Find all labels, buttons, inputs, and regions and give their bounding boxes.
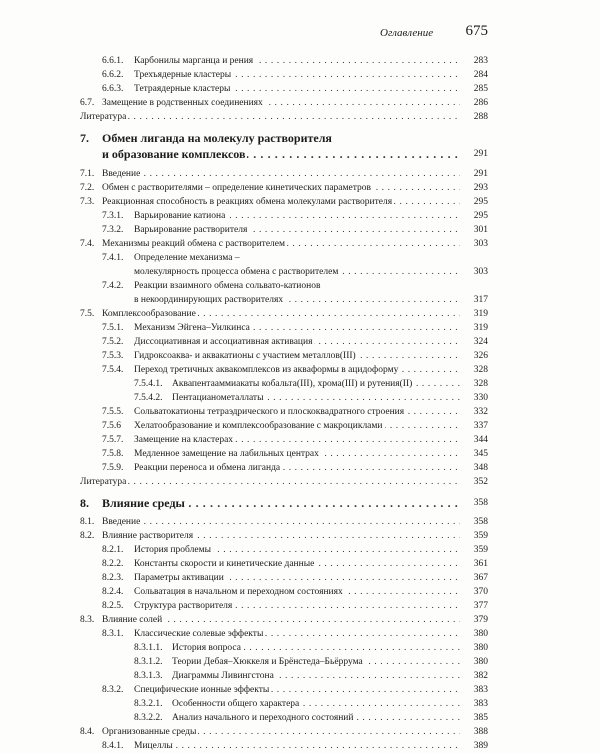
- toc-entry[interactable]: [80, 515, 488, 529]
- toc-entry[interactable]: [80, 321, 488, 335]
- toc-entry[interactable]: [80, 641, 488, 655]
- entry-title: Специфические ионные эффекты: [134, 685, 270, 695]
- toc-entry[interactable]: [80, 543, 488, 557]
- entry-title: Классические солевые эффекты: [134, 629, 264, 639]
- entry-title: Влияние солей: [102, 615, 163, 625]
- chapter-title: Влияние среды: [102, 496, 185, 510]
- chapter-number: 7.: [80, 131, 89, 145]
- toc-entry[interactable]: [80, 68, 488, 82]
- toc-entry[interactable]: [80, 237, 488, 251]
- toc-entry[interactable]: [80, 377, 488, 391]
- entry-title: Реакции взаимного обмена сольвато-катионов: [134, 281, 321, 291]
- entry-page: 328: [473, 365, 488, 375]
- entry-number: 8.2.4.: [102, 587, 124, 597]
- toc-entry-cont[interactable]: [80, 265, 488, 279]
- entry-number: 6.7.: [80, 98, 95, 108]
- toc-entry[interactable]: [80, 335, 488, 349]
- toc-entry[interactable]: [80, 279, 488, 293]
- entry-number: 7.5.4.1.: [134, 379, 163, 389]
- entry-page: 284: [473, 70, 488, 80]
- entry-number: 7.3.2.: [102, 225, 124, 235]
- entry-title: Аквапентааммиакаты кобальта(III), хрома(III) и рутения(II): [172, 379, 413, 389]
- entry-page: 288: [473, 112, 488, 122]
- entry-title: Переход третичных аквакомплексов из аквaформы в ацидоформу: [134, 365, 399, 375]
- entry-title: Диссоциативная и ассоциативная активация: [134, 337, 313, 347]
- entry-page: 380: [473, 643, 488, 653]
- entry-title: Сольватация в начальном и переходном состояниях: [134, 587, 343, 597]
- entry-title: Хелатообразование и комплексообразование с макроциклами: [134, 421, 383, 431]
- entry-number: 8.2.: [80, 531, 95, 541]
- entry-page: 345: [473, 449, 488, 459]
- entry-page: 285: [473, 84, 488, 94]
- toc-entry[interactable]: [80, 669, 488, 683]
- entry-page: 348: [473, 463, 488, 473]
- entry-title: Литература: [80, 112, 127, 122]
- entry-title: Организованные среды: [102, 727, 197, 737]
- toc-entry[interactable]: [80, 613, 488, 627]
- entry-title: Реакции переноса и обмена лиганда: [134, 463, 281, 473]
- entry-page: 379: [473, 615, 488, 625]
- toc-entry[interactable]: [80, 110, 488, 124]
- entry-title: Обмен с растворителями – определение кинетических параметров: [102, 183, 371, 193]
- entry-number: 8.3.2.1.: [134, 699, 163, 709]
- toc-entry[interactable]: [80, 181, 488, 195]
- entry-title: Особенности общего характера: [172, 699, 300, 709]
- entry-page: 303: [473, 239, 488, 249]
- entry-page: 303: [473, 267, 488, 277]
- entry-page: 295: [473, 211, 488, 221]
- toc-entry[interactable]: [80, 391, 488, 405]
- entry-page: 326: [473, 351, 488, 361]
- entry-number: 7.5.4.: [102, 365, 124, 375]
- entry-title: Структура растворителя: [134, 601, 233, 611]
- toc-entry[interactable]: [80, 683, 488, 697]
- entry-number: 6.6.2.: [102, 70, 124, 80]
- entry-number: 7.1.: [80, 169, 95, 179]
- entry-page: 330: [473, 393, 488, 403]
- toc-entry[interactable]: [80, 167, 488, 181]
- entry-page: 324: [473, 337, 488, 347]
- toc-entry[interactable]: [80, 447, 488, 461]
- entry-number: 8.3.1.3.: [134, 671, 163, 681]
- toc-entry[interactable]: [80, 54, 488, 68]
- entry-number: 7.5.8.: [102, 449, 124, 459]
- toc-entry[interactable]: [80, 209, 488, 223]
- entry-title: Гидроксоаква- и аквакатионы с участием металлов(III): [134, 351, 356, 361]
- entry-title: Механизм Эйгена–Уилкинса: [134, 323, 250, 333]
- entry-title: История вопроса: [172, 643, 241, 653]
- toc-entry[interactable]: [80, 349, 488, 363]
- entry-page: 383: [473, 699, 488, 709]
- chapter-number: 8.: [80, 496, 89, 510]
- entry-number: 8.2.1.: [102, 545, 124, 555]
- chapter-title: Обмен лиганда на молекулу растворителя: [102, 131, 332, 145]
- entry-number: 7.4.: [80, 239, 95, 249]
- entry-page: 383: [473, 685, 488, 695]
- entry-number: 8.3.2.2.: [134, 713, 163, 723]
- entry-title: Карбонилы марганца и рения: [134, 56, 254, 66]
- entry-page: 370: [473, 587, 488, 597]
- entry-number: 8.1.: [80, 517, 95, 527]
- entry-number: 8.4.1.: [102, 741, 124, 751]
- entry-page: 295: [473, 197, 488, 207]
- entry-page: 358: [473, 498, 488, 508]
- chapter-title-line2: и образование комплексов: [102, 147, 246, 161]
- toc-entry[interactable]: [80, 223, 488, 237]
- toc-entry[interactable]: [80, 475, 488, 489]
- toc-entry[interactable]: [80, 739, 488, 753]
- toc-entry[interactable]: [80, 96, 488, 110]
- entry-number: 7.2.: [80, 183, 95, 193]
- entry-title: Теории Дебая–Хюккеля и Брёнстеда–Бьёррума: [172, 657, 363, 667]
- entry-title: История проблемы: [134, 545, 211, 555]
- entry-title: Сольватокатионы тетраэдрического и плоскоквадратного строения: [134, 407, 405, 417]
- entry-title: Замещение в родственных соединениях: [102, 98, 263, 108]
- entry-number: 8.2.5.: [102, 601, 124, 611]
- entry-page: 291: [473, 169, 488, 179]
- entry-number: 7.5.1.: [102, 323, 124, 333]
- entry-page: 388: [473, 727, 488, 737]
- entry-number: 8.3.: [80, 615, 95, 625]
- entry-number: 7.3.: [80, 197, 95, 207]
- toc-entry[interactable]: [80, 307, 488, 321]
- entry-title: Литература: [80, 477, 127, 487]
- chapter-heading-cont[interactable]: [80, 146, 488, 162]
- entry-number: 7.5.9.: [102, 463, 124, 473]
- entry-page: 359: [473, 545, 488, 555]
- toc-entry[interactable]: [80, 697, 488, 711]
- page-number: 675: [465, 23, 488, 39]
- toc-entry[interactable]: [80, 195, 488, 209]
- toc-entry[interactable]: [80, 82, 488, 96]
- entry-page: 361: [473, 559, 488, 569]
- entry-page: 367: [473, 573, 488, 583]
- entry-page: 380: [473, 629, 488, 639]
- toc-entry[interactable]: [80, 627, 488, 641]
- chapter-heading[interactable]: [80, 495, 488, 511]
- entry-number: 6.6.3.: [102, 84, 124, 94]
- entry-title: Трехъядерные кластеры: [134, 70, 232, 80]
- toc-entry[interactable]: [80, 571, 488, 585]
- entry-number: 8.2.3.: [102, 573, 124, 583]
- entry-title: Пентацианометаллаты: [172, 393, 264, 403]
- entry-title-line2: молекулярность процесса обмена с растворителем: [134, 267, 339, 277]
- toc-entry[interactable]: [80, 725, 488, 739]
- entry-title: Параметры активации: [134, 573, 224, 583]
- entry-page: 385: [473, 713, 488, 723]
- running-header-title: Оглавление: [380, 27, 434, 39]
- entry-title: Тетраядерные кластеры: [134, 84, 231, 94]
- entry-number: 8.3.1.2.: [134, 657, 163, 667]
- entry-page: 380: [473, 657, 488, 667]
- entry-number: 8.2.2.: [102, 559, 124, 569]
- toc-entry[interactable]: [80, 529, 488, 543]
- entry-number: 7.5.4.2.: [134, 393, 163, 403]
- entry-title: Влияние растворителя: [102, 531, 194, 541]
- entry-title: Введение: [102, 517, 141, 527]
- entry-number: 8.3.1.1.: [134, 643, 163, 653]
- entry-title: Мицеллы: [134, 741, 173, 751]
- toc-entry[interactable]: [80, 363, 488, 377]
- entry-number: 7.5.3.: [102, 351, 124, 361]
- entry-number: 7.3.1.: [102, 211, 124, 221]
- entry-number: 6.6.1.: [102, 56, 124, 66]
- entry-number: 7.5.7.: [102, 435, 124, 445]
- entry-title: Варьирование растворителя: [134, 225, 248, 235]
- entry-number: 8.3.2.: [102, 685, 124, 695]
- entry-page: 377: [473, 601, 488, 611]
- entry-title: Константы скорости и кинетические данные: [134, 559, 315, 569]
- toc-entry[interactable]: [80, 599, 488, 613]
- entry-page: 358: [473, 517, 488, 527]
- entry-page: 337: [473, 421, 488, 431]
- entry-number: 7.5.5.: [102, 407, 124, 417]
- entry-page: 382: [473, 671, 488, 681]
- toc-entry[interactable]: [80, 711, 488, 725]
- entry-page: 319: [473, 309, 488, 319]
- entry-title: Реакционная способность в реакциях обмена молекулами растворителя: [102, 197, 393, 207]
- entry-page: 352: [473, 477, 488, 487]
- entry-number: 8.4.: [80, 727, 95, 737]
- entry-title: Медленное замещение на лабильных центрах: [134, 449, 319, 459]
- entry-title: Определение механизма –: [134, 253, 240, 263]
- entry-page: 389: [473, 741, 488, 751]
- entry-page: 359: [473, 531, 488, 541]
- entry-title: Механизмы реакций обмена с растворителем: [102, 239, 286, 249]
- entry-title: Анализ начального и переходного состояний: [172, 713, 354, 723]
- entry-page: 328: [473, 379, 488, 389]
- chapter-heading[interactable]: [80, 130, 488, 146]
- toc-entry[interactable]: [80, 251, 488, 265]
- entry-page: 286: [473, 98, 488, 108]
- entry-title: Замещение на кластерах: [134, 435, 234, 445]
- entry-page: 317: [473, 295, 488, 305]
- entry-page: 291: [473, 149, 488, 159]
- toc-entry[interactable]: [80, 557, 488, 571]
- entry-title: Комплексообразование: [102, 309, 196, 319]
- entry-page: 301: [473, 225, 488, 235]
- entry-title-line2: в некоординирующих растворителях: [134, 295, 284, 305]
- entry-number: 8.3.1.: [102, 629, 124, 639]
- entry-title: Введение: [102, 169, 141, 179]
- entry-page: 283: [473, 56, 488, 66]
- entry-title: Варьирование катиона: [134, 211, 226, 221]
- entry-title: Диаграммы Ливингстона: [172, 671, 274, 681]
- entry-page: 332: [473, 407, 488, 417]
- toc-entry[interactable]: [80, 655, 488, 669]
- entry-page: 344: [473, 435, 488, 445]
- toc-entry[interactable]: [80, 461, 488, 475]
- entry-number: 7.4.1.: [102, 253, 124, 263]
- toc-entry-cont[interactable]: [80, 293, 488, 307]
- entry-number: 7.5.2.: [102, 337, 124, 347]
- toc-entry[interactable]: [80, 433, 488, 447]
- entry-page: 293: [473, 183, 488, 193]
- toc-entry[interactable]: [80, 419, 488, 433]
- entry-number: 7.5.6: [102, 421, 121, 431]
- entry-number: 7.4.2.: [102, 281, 124, 291]
- entry-page: 319: [473, 323, 488, 333]
- toc-entry[interactable]: [80, 585, 488, 599]
- entry-number: 7.5.: [80, 309, 95, 319]
- toc-entry[interactable]: [80, 405, 488, 419]
